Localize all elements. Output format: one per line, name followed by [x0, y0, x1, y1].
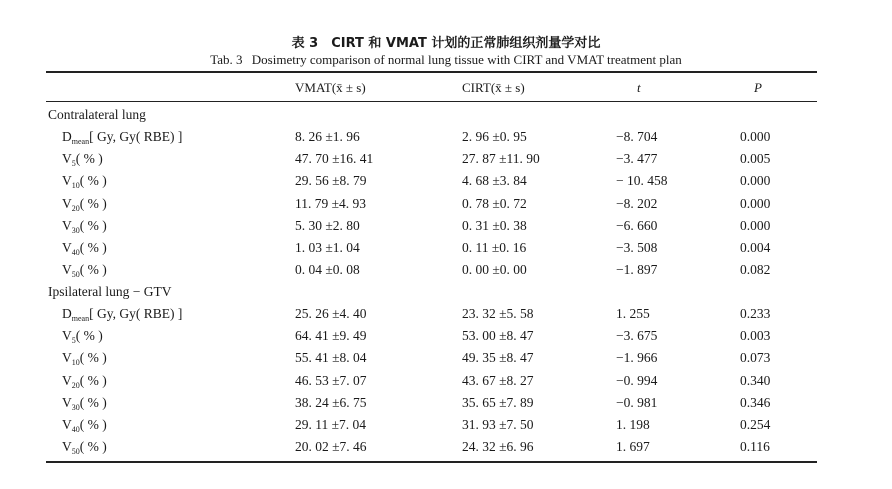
cirt-value: 27. 87 ±11. 90 — [462, 151, 540, 167]
group-heading: Contralateral lung — [48, 107, 146, 122]
table-row — [0, 218, 892, 240]
p-value: 0.254 — [740, 417, 771, 432]
row-label-symbol: V — [62, 173, 72, 189]
t-value: 1. 697 — [616, 439, 650, 455]
t-value: −6. 660 — [616, 217, 658, 233]
t-value: 1. 198 — [616, 417, 650, 432]
cirt-value: 0. 00 ±0. 00 — [462, 262, 527, 278]
row-label-unit: ( % ) — [79, 217, 107, 233]
table-title: Dosimetry comparison of normal lung tissue with CIRT and VMAT treatment plan — [251, 52, 682, 67]
row-label-symbol: V — [62, 217, 72, 233]
vmat-value: 0. 04 ±0. 08 — [295, 262, 360, 278]
header-t — [637, 80, 641, 96]
row-label-symbol: V — [62, 417, 72, 432]
t-value: −8. 704 — [616, 129, 658, 144]
row-label-symbol: V — [62, 372, 72, 388]
p-value: 0.003 — [740, 328, 771, 344]
cirt-value: 0. 78 ±0. 72 — [462, 195, 527, 211]
p-value: 0.000 — [740, 173, 771, 189]
header-rule — [46, 101, 817, 102]
row-label — [62, 417, 107, 434]
p-value: 0.340 — [740, 372, 771, 388]
t-value: −3. 477 — [616, 151, 658, 167]
vmat-value: 29. 56 ±8. 79 — [295, 173, 367, 189]
row-label-unit: ( % ) — [79, 372, 107, 388]
row-label-unit: ( % ) — [79, 394, 107, 410]
cirt-value: 0. 11 ±0. 16 — [462, 240, 527, 255]
header-vmat: VMAT(x̄ ± s) — [295, 80, 366, 95]
row-label-unit: ( % ) — [79, 240, 107, 255]
table-row — [0, 373, 892, 395]
vmat-value: 46. 53 ±7. 07 — [295, 372, 367, 388]
row-label — [62, 151, 103, 168]
row-label-subscript: 10 — [71, 181, 80, 191]
vmat-value: 29. 11 ±7. 04 — [295, 417, 367, 432]
t-value: −1. 966 — [616, 350, 658, 366]
cirt-value: 2. 96 ±0. 95 — [462, 129, 527, 144]
row-label-symbol: V — [62, 151, 72, 167]
p-value: 0.004 — [740, 240, 771, 255]
t-value: −3. 508 — [616, 240, 658, 255]
header-p-label: P — [754, 80, 762, 95]
row-label-unit: [ Gy, Gy( RBE) ] — [89, 306, 183, 321]
table-row — [0, 395, 892, 417]
group-heading: Ipsilateral lung − GTV — [48, 284, 172, 299]
row-label — [62, 350, 107, 367]
cirt-value: 35. 65 ±7. 89 — [462, 394, 534, 410]
t-value: −3. 675 — [616, 328, 658, 344]
vmat-value: 25. 26 ±4. 40 — [295, 306, 367, 321]
row-label — [62, 196, 107, 213]
header-t-label: t — [637, 80, 641, 95]
vmat-value: 8. 26 ±1. 96 — [295, 129, 360, 144]
row-label-symbol: V — [62, 262, 72, 278]
row-label-subscript: 30 — [71, 225, 80, 235]
row-label-subscript: 20 — [71, 380, 80, 390]
row-label-unit: ( % ) — [79, 262, 107, 278]
table-row — [0, 173, 892, 195]
row-label — [62, 306, 182, 323]
row-label-unit: ( % ) — [79, 439, 107, 455]
top-rule — [46, 71, 817, 73]
row-label — [62, 129, 182, 146]
t-value: −0. 981 — [616, 394, 658, 410]
row-label-subscript: 20 — [71, 203, 80, 213]
row-label — [62, 328, 103, 345]
p-value: 0.082 — [740, 262, 771, 278]
row-label — [62, 373, 107, 390]
row-label — [62, 262, 107, 279]
p-value: 0.000 — [740, 217, 771, 233]
row-label-subscript: 40 — [71, 425, 80, 434]
row-label-symbol: V — [62, 439, 72, 455]
table-row — [0, 240, 892, 262]
vmat-value: 5. 30 ±2. 80 — [295, 217, 360, 233]
p-value: 0.073 — [740, 350, 771, 366]
row-label-unit: ( % ) — [79, 195, 107, 211]
p-value: 0.116 — [740, 439, 770, 455]
t-value: −8. 202 — [616, 195, 658, 211]
table-row — [0, 350, 892, 372]
row-label-symbol: D — [62, 129, 72, 144]
row-label-subscript: 50 — [71, 447, 80, 457]
cirt-value: 0. 31 ±0. 38 — [462, 217, 527, 233]
cirt-value: 24. 32 ±6. 96 — [462, 439, 534, 455]
table-row — [0, 196, 892, 218]
cirt-value: 43. 67 ±8. 27 — [462, 372, 534, 388]
bottom-rule — [46, 461, 817, 463]
row-label-unit: ( % ) — [79, 417, 107, 432]
vmat-value: 1. 03 ±1. 04 — [295, 240, 360, 255]
vmat-value: 55. 41 ±8. 04 — [295, 350, 367, 366]
vmat-value: 20. 02 ±7. 46 — [295, 439, 367, 455]
row-label-subscript: 40 — [71, 248, 80, 257]
t-value: − 10. 458 — [616, 173, 668, 189]
table-caption-english — [0, 52, 892, 68]
t-value: −0. 994 — [616, 372, 658, 388]
header-p — [754, 80, 762, 96]
row-label-subscript: mean — [71, 137, 90, 146]
row-label-symbol: V — [62, 195, 72, 211]
table-caption-chinese: 表 3 CIRT 和 VMAT 计划的正常肺组织剂量学对比 — [291, 36, 601, 51]
t-value: 1. 255 — [616, 306, 650, 321]
cirt-value: 53. 00 ±8. 47 — [462, 328, 534, 344]
row-label — [62, 240, 107, 257]
row-label-unit: [ Gy, Gy( RBE) ] — [89, 129, 183, 144]
vmat-value: 38. 24 ±6. 75 — [295, 394, 367, 410]
table-row — [0, 262, 892, 284]
row-label-unit: ( % ) — [79, 350, 107, 366]
row-label-unit: ( % ) — [75, 151, 103, 167]
table-row — [0, 439, 892, 461]
row-label — [62, 173, 107, 190]
p-value: 0.233 — [740, 306, 771, 321]
table-row — [0, 306, 892, 328]
table-number: Tab. 3 — [210, 52, 243, 67]
row-label-unit: ( % ) — [79, 173, 107, 189]
p-value: 0.346 — [740, 394, 771, 410]
cirt-value: 31. 93 ±7. 50 — [462, 417, 534, 432]
row-label-subscript: 5 — [71, 336, 76, 346]
row-label-subscript: 5 — [71, 159, 76, 169]
row-label — [62, 395, 107, 412]
p-value: 0.000 — [740, 195, 771, 211]
cirt-value: 4. 68 ±3. 84 — [462, 173, 527, 189]
row-label-symbol: V — [62, 328, 72, 344]
vmat-value: 47. 70 ±16. 41 — [295, 151, 374, 167]
row-label-symbol: D — [62, 306, 72, 321]
vmat-value: 64. 41 ±9. 49 — [295, 328, 367, 344]
row-label-subscript: 30 — [71, 402, 80, 412]
vmat-value: 11. 79 ±4. 93 — [295, 195, 367, 211]
cirt-value: 49. 35 ±8. 47 — [462, 350, 534, 366]
cirt-value: 23. 32 ±5. 58 — [462, 306, 534, 321]
row-label-unit: ( % ) — [75, 328, 103, 344]
row-label-symbol: V — [62, 240, 72, 255]
row-label-symbol: V — [62, 394, 72, 410]
row-label — [62, 218, 107, 235]
table-row — [0, 129, 892, 151]
header-cirt: CIRT(x̄ ± s) — [462, 80, 525, 95]
row-label-subscript: 50 — [71, 270, 80, 280]
p-value: 0.005 — [740, 151, 771, 167]
table-row — [0, 417, 892, 439]
p-value: 0.000 — [740, 129, 771, 144]
row-label — [62, 439, 107, 456]
table-row — [0, 328, 892, 350]
row-label-subscript: 10 — [71, 358, 80, 368]
table-row — [0, 151, 892, 173]
row-label-symbol: V — [62, 350, 72, 366]
t-value: −1. 897 — [616, 262, 658, 278]
row-label-subscript: mean — [71, 314, 90, 323]
